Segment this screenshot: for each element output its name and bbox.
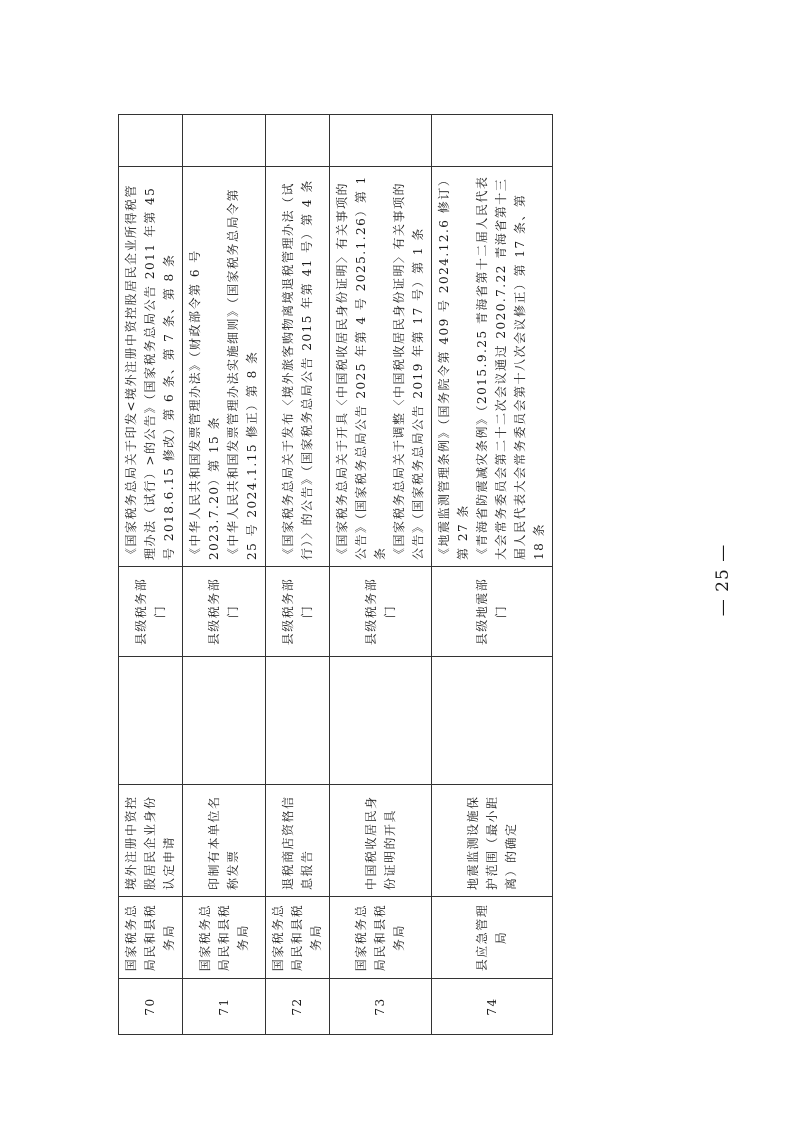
item-name-cell: 地震监测设施保护范围（最小距离）的确定 xyxy=(432,785,553,897)
legal-basis-text: 《国家税务总局关于开具〈中国税收居民身份证明〉有关事项的公告》（国家税务总局公告 2025 年第 4 号 2025.1.26）第 1 条 xyxy=(335,175,387,560)
empty-cell xyxy=(119,115,183,167)
department-cell: 国家税务总局民和县税务局 xyxy=(183,897,266,979)
legal-basis-text: 《国家税务总局关于调整〈中国税收居民身份证明〉有关事项的公告》（国家税务总局公告 2019 年第 17 号）第 1 条 xyxy=(392,181,425,560)
implementing-level-cell: 县级税务部门 xyxy=(119,567,183,657)
blank-cell xyxy=(183,657,266,785)
empty-cell xyxy=(183,115,266,167)
implementing-level-cell: 县级税务部门 xyxy=(266,567,330,657)
legal-basis-text: 《中华人民共和国发票管理办法》（财政部令第 6 号 2023.7.20）第 15 条 xyxy=(188,249,221,560)
page-number-text: — 25 — xyxy=(713,543,733,617)
legal-basis-text: 《中华人民共和国发票管理办法实施细则》（国家税务总局令第 25 号 2024.1.15 修正）第 8 条 xyxy=(226,187,259,560)
department-cell: 国家税务总局民和县税务局 xyxy=(266,897,330,979)
blank-cell xyxy=(119,657,183,785)
row-number: 74 xyxy=(432,979,553,1035)
item-name-cell: 境外注册中资控股居民企业身份认定申请 xyxy=(119,785,183,897)
department-cell: 县应急管理局 xyxy=(432,897,553,979)
row-number: 71 xyxy=(183,979,266,1035)
legal-basis-text: 《地震监测管理条例》（国务院令第 409 号 2024.12.6 修订）第 27 条 xyxy=(437,178,470,560)
empty-cell xyxy=(432,115,553,167)
rotated-table-sheet xyxy=(118,115,546,1035)
empty-cell xyxy=(266,115,330,167)
empty-cell xyxy=(330,115,432,167)
row-number: 70 xyxy=(119,979,183,1035)
item-name-cell: 退税商店资格信息报告 xyxy=(266,785,330,897)
department-cell: 国家税务总局民和县税务局 xyxy=(330,897,432,979)
department-cell: 国家税务总局民和县税务局 xyxy=(119,897,183,979)
page-number xyxy=(708,540,738,620)
legal-basis-text: 《国家税务总局关于印发<境外注册中资控股居民企业所得税管理办法（试行）>的公告》（国家税务总局公告 2011 年第 45 号 2018.6.15 修改）第 6 条、第 7 条、第 8 条 xyxy=(124,183,176,560)
implementing-level-cell: 县级税务部门 xyxy=(183,567,266,657)
item-name-cell: 印制有本单位名称发票 xyxy=(183,785,266,897)
legal-basis-text: 《国家税务总局关于发布〈境外旅客购物离境退税管理办法（试行）〉的公告》（国家税务总局公告 2015 年第 41 号）第 4 条 xyxy=(280,179,314,560)
table-row xyxy=(183,115,266,1035)
legal-basis-text: 《青海省防震减灾条例》（2015.9.25 青海省第十二届人民代表大会常务委员会第二十二次会议通过 2020.7.22 青海省第十三届人民代表大会常务委员会第十八次会议修正）第 17 条、第 18 条 xyxy=(475,175,546,560)
blank-cell xyxy=(432,657,553,785)
table-row xyxy=(266,115,330,1035)
items-table xyxy=(118,114,553,1035)
legal-basis-cell xyxy=(432,167,553,567)
implementing-level-cell: 县级税务部门 xyxy=(330,567,432,657)
blank-cell xyxy=(330,657,432,785)
table-row xyxy=(432,115,553,1035)
row-number: 73 xyxy=(330,979,432,1035)
item-name-cell: 中国税收居民身份证明的开具 xyxy=(330,785,432,897)
implementing-level-cell: 县级地震部门 xyxy=(432,567,553,657)
blank-cell xyxy=(266,657,330,785)
table-row xyxy=(330,115,432,1035)
legal-basis-cell xyxy=(330,167,432,567)
row-number: 72 xyxy=(266,979,330,1035)
legal-basis-cell xyxy=(266,167,330,567)
legal-basis-cell xyxy=(183,167,266,567)
legal-basis-cell xyxy=(119,167,183,567)
table-row xyxy=(119,115,183,1035)
